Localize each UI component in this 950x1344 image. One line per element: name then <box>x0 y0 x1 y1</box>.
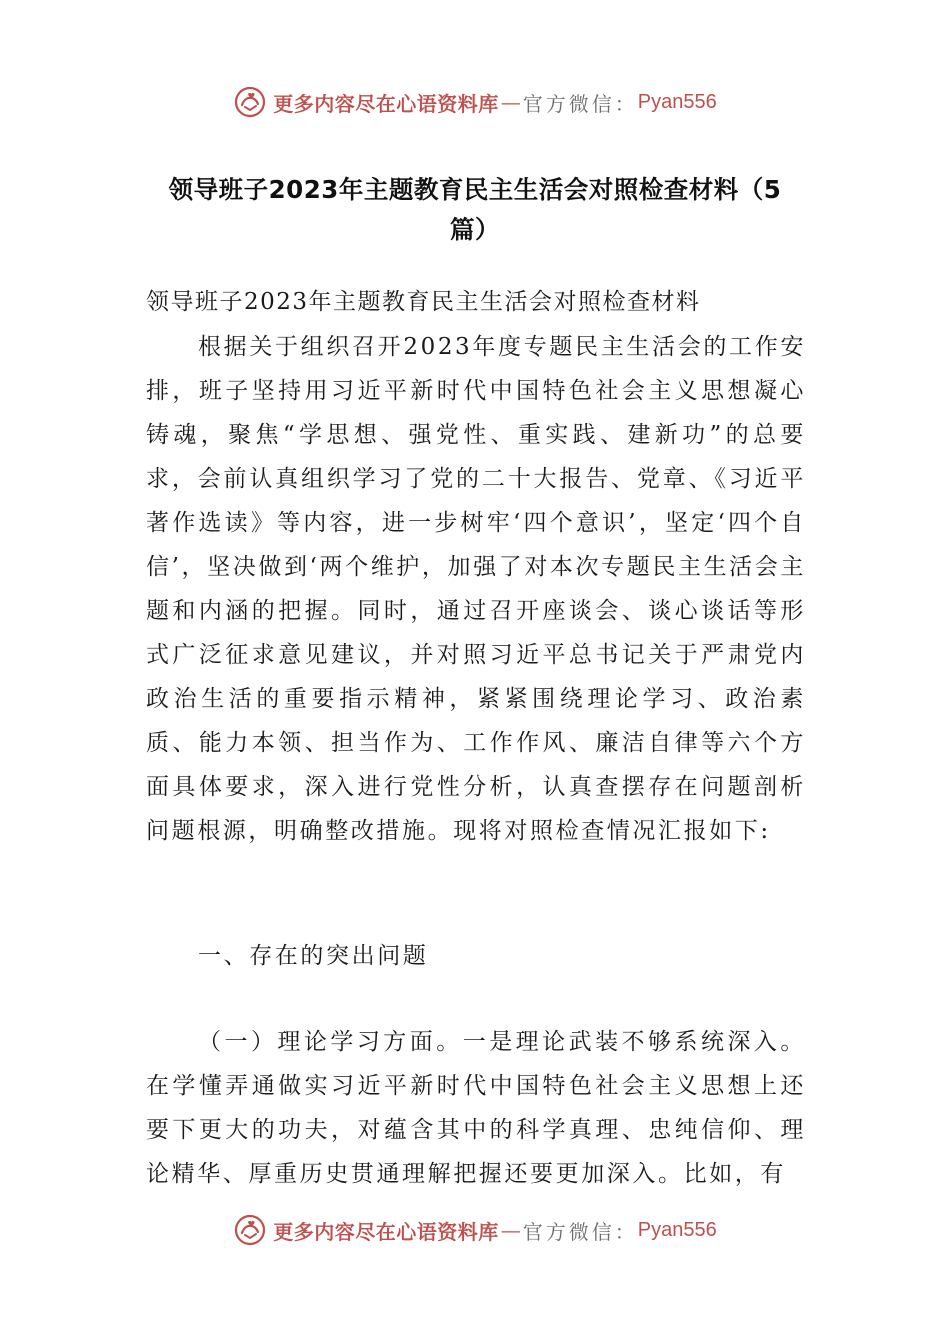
document-title: 领导班子2023年主题教育民主生活会对照检查材料（5篇） <box>168 175 782 244</box>
banner-wechat-id: Pyan556 <box>637 90 717 113</box>
banner-text <box>273 88 716 117</box>
section-heading: 一、存在的突出问题 <box>198 943 429 969</box>
intro-paragraph: 根据关于组织召开2023年度专题民主生活会的工作安排，班子坚持用习近平新时代中国特色社会主义思想凝心铸魂，聚焦“学思想、强党性、重实践、建新功”的总要求，会前认真组织学习了党的二十大报告、党章、《习近平著作选读》等内容，进一步树牢‘四个意识’，坚定‘四个自信’，坚决做到‘两个维护，加强了对本次专题民主生活会主题和内涵的把握。同时，通过召开座谈会、谈心谈话等形式广泛征求意见建议，并对照习近平总书记关于严肃党内政治生活的重要指示精神，紧紧围绕理论学习、政治素质、能力本领、担当作为、工作作风、廉洁自律等六个方面具体要求，深入进行党性分析，认真查摆存在问题剖析问题根源，明确整改措施。现将对照检查情况汇报如下: <box>146 334 806 844</box>
banner-wechat-id: Pyan556 <box>637 1218 717 1241</box>
banner-wechat-label: 官方微信： <box>522 1219 638 1244</box>
banner-site-name: 更多内容尽在心语资料库 <box>273 1219 499 1244</box>
footer-banner[interactable] <box>0 1210 950 1250</box>
theory-study-paragraph: （一）理论学习方面。一是理论武装不够系统深入。在学懂弄通做实习近平新时代中国特色社会主义思想上还要下更大的功夫，对蕴含其中的科学真理、忠纯信仰、理论精华、厚重历史贯通理解把握还要更加深入。比如，有 <box>146 1029 806 1187</box>
document-subtitle: 领导班子2023年主题教育民主生活会对照检查材料 <box>146 289 701 315</box>
hand-heart-logo-icon <box>233 1213 267 1247</box>
header-banner[interactable] <box>0 82 950 122</box>
banner-wechat-label: 官方微信： <box>522 91 638 116</box>
banner-site-name: 更多内容尽在心语资料库 <box>273 91 499 116</box>
banner-dash: — <box>500 1218 521 1242</box>
hand-heart-logo-icon <box>233 85 267 119</box>
banner-dash: — <box>500 90 521 114</box>
banner-text <box>273 1216 716 1245</box>
